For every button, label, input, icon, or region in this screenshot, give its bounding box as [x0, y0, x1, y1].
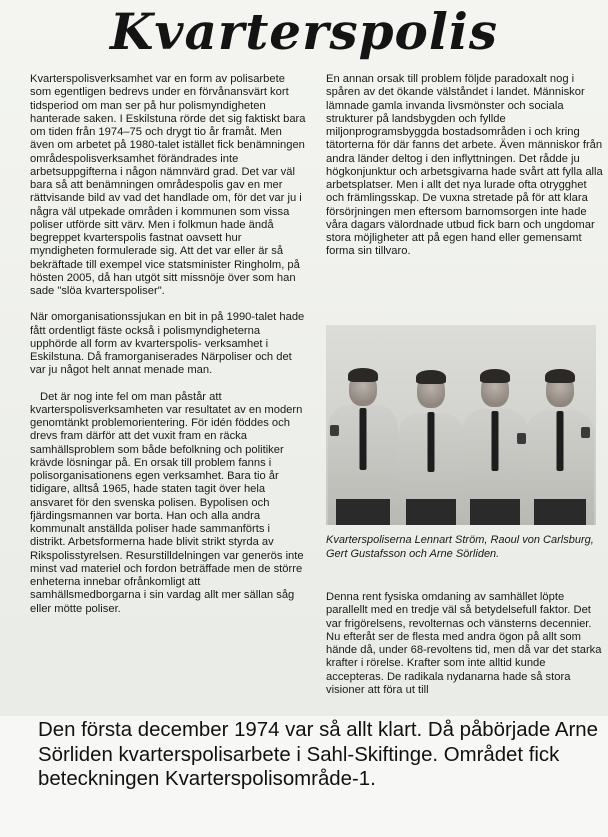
officer-figure	[328, 350, 398, 525]
right-column-top	[326, 73, 604, 272]
bottom-text: Den första december 1974 var så allt klart. Då påbörjade Arne Sörliden kvarterspolisarbete i Sahl-Skiftinge. Området fick beteckningen Kvarterspolisområde-1.	[38, 719, 598, 790]
photo-caption: Kvarterspoliserna Lennart Ström, Raoul von Carlsburg, Gert Gustafsson och Arne Sörliden.	[326, 534, 594, 560]
paragraph: En annan orsak till problem följde paradoxalt nog i spåren av det ökande välståndet i landet. Människor lämnade gamla invanda livsmönster och sociala strukturer på landsbygden och fyllde miljonprogramsbyggda bostadsområden i och kring tätorterna för där fanns det arbete. Även människor från andra länder deltog i den inflyttningen. Det rådde ju högkonjunktur och arbetsgivarna hade svårt att fylla alla arbetsplatser. Men i allt det nya lurade ofta otrygghet och främlingsskap. De vuxna stretade på för att klara försörjningen men eftersom barnomsorgen inte hade våra dagars välordnade utbud fick barn och ungdomar stora möjligheter att på egen hand eller gemensamt forma sin tillvaro.	[326, 73, 603, 258]
paragraph: När omorganisationssjukan en bit in på 1990-talet hade fått ordentligt fäste också i polismyndigheterna upphörde all form av kvarterspolis- verksamhet i Eskilstuna. Då framorganiserades Närpoliser och det var ju något helt annat menade man.	[30, 311, 305, 377]
paragraph: Kvarterspolisverksamhet var en form av polisarbete som egentligen bedrevs under en förvånansvärt kort tidsperiod om man ser på hur polismyndigheten hanterade saken. I Eskilstuna rörde det sig faktiskt bara om tiden från 1974–75 och drygt tio år framåt. Men även om arbetet på 1980-talet istället fick benämningen områdespolisverksamhet förändrades inte arbetsuppgifterna i någon nämnvärd grad. Det var väl bara så att benämningen områdespolis gav en mer rättvisande bild av vad det handlade om, för det var ju i några väl utpekade områden i kommunen som vissa poliser utförde sitt värv. Men i folkmun hade ändå begreppet kvarterspolis fastnat oavsett hur myndigheten formulerade sig. Att det var eller är så bekräftade till exempel vice statsminister Ringholm, på hösten 2005, då han utgöt sitt missnöje över som han sade "slöa kvarterspoliser".	[30, 73, 306, 297]
bottom-text-block	[0, 716, 608, 837]
page-title: Kvarterspolis	[109, 2, 499, 61]
officer-figure	[398, 360, 464, 525]
officer-figure	[462, 355, 528, 525]
paragraph: Denna rent fysiska omdaning av samhället löpte parallellt med en tredje väl så betydelsefull faktor. Det var frigörelsens, revolternas och vänsterns decennier. Nu efteråt ser de flesta med andra ögon på allt som hände då, under 68-revoltens tid, men då var det starka krafter i rörelse. Krafter som inte alltid kunde accepteras. De radikala nydanarna hade så stora visioner att föra ut till	[326, 591, 602, 696]
officer-figure	[526, 357, 594, 525]
paragraph: Det är nog inte fel om man påstår att kvarterspolisverksamheten var resultatet av en modern genomtänkt problemorientering. För idén föddes och drevs fram därför att det vuxit fram en räcka samhällsproblem som både befolkning och politiker krävde lösningar på. En orsak till problem fanns i polisorganisationens egen verksamhet. Bara tio år tidigare, alltså 1965, hade staten tagit över hela ansvaret för den svenska polisen. Bypolisen och fjärdingsmannen var borta. Han och alla andra kommunalt anställda poliser hade sammanförts i distrikt. Arbetsformerna hade blivit strikt styrda av Rikspolisstyrelsen. Resurstilldelningen var generös inte minst vad materiel och fordon beträffade men de större enheterna innebar ofrånkomligt att samhällsmedborgarna i sin vardag allt mer sällan såg eller mötte poliser.	[30, 390, 304, 615]
police-officers-photo	[326, 325, 596, 525]
right-column-bottom	[326, 591, 604, 710]
left-column	[30, 73, 307, 629]
